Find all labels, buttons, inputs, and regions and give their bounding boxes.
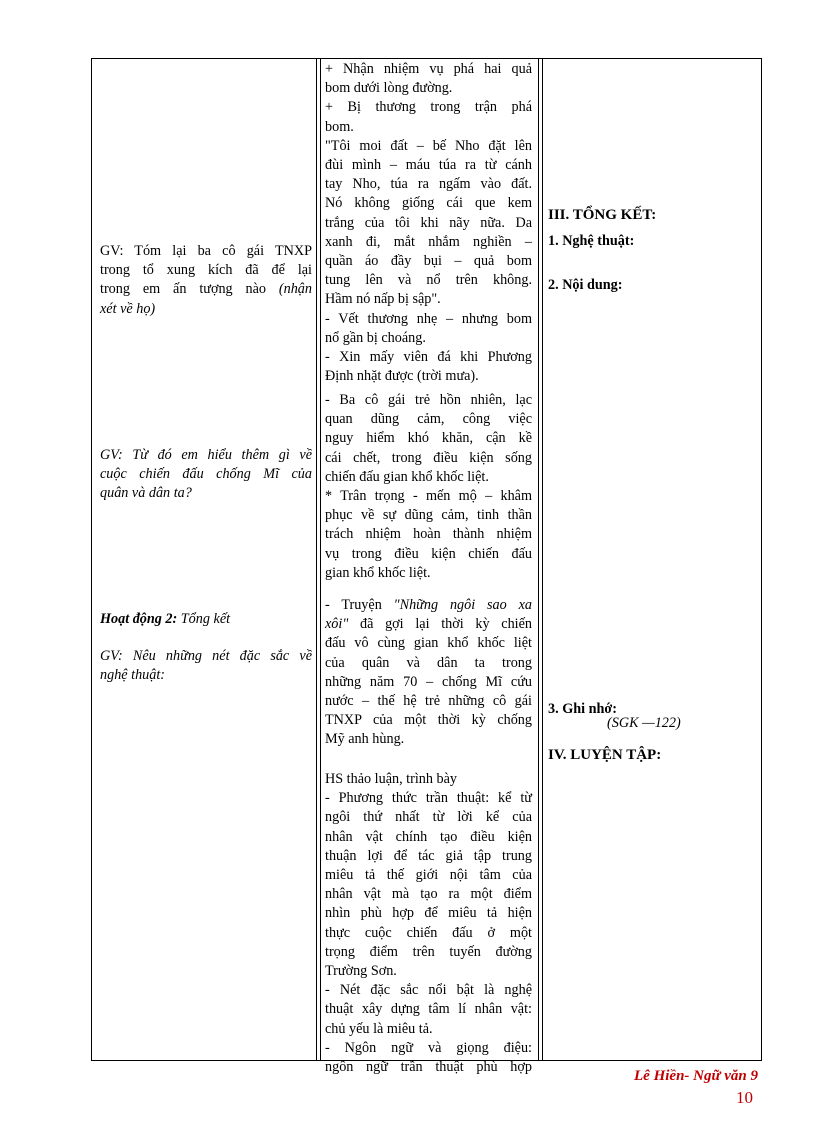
item-content: 2. Nội dung:: [548, 277, 623, 293]
page-number: 10: [736, 1088, 753, 1107]
student-answer-block-1: + Nhận nhiệm vụ phá hai quả bom dưới lòng đường. + Bị thương trong trận phá bom. "Tôi moi đất – bế Nho đặt lên đùi mình – máu túa ra từ cánh tay Nho, túa ra ngấm vào đất. Nó không giống cái que kem trắng của tôi khi nãy nữa. Da xanh đi, mắt nhắm nghiền – quần áo đầy bụi – quả bom tung lên và nổ trên không. Hầm nó nấp bị sập". - Vết thương nhẹ – nhưng bom nổ gần bị choáng. - Xin mấy viên đá khi Phương Định nhặt được (trời mưa).: [325, 61, 532, 385]
column-divider: [542, 59, 543, 1060]
teacher-question-3: GV: Nêu những nét đặc sắc về nghệ thuật:: [100, 648, 312, 684]
footer-author: Lê Hiền- Ngữ văn 9: [634, 1068, 758, 1084]
teacher-question-1: GV: Tóm lại ba cô gái TNXP trong tổ xung kích đã để lại trong em ấn tượng nào (nhận xét về họ): [100, 243, 312, 317]
section-3-title: III. TỔNG KẾT:: [548, 207, 657, 223]
column-divider: [316, 59, 317, 1060]
column-divider: [538, 59, 539, 1060]
item-remember: 3. Ghi nhớ:: [548, 701, 617, 717]
student-answer-block-4: HS thảo luận, trình bày - Phương thức trần thuật: kể từ ngôi thứ nhất từ lời kể của nhân vật chính tạo điều kiện thuận lợi để tác giả tập trung miêu tả thế giới nội tâm của nhân vật mà tạo ra một điểm nhìn phù hợp để miêu tả hiện thực cuộc chiến đấu ở một trọng điểm trên tuyến đường Trường Sơn. - Nét đặc sắc nổi bật là nghệ thuật xây dựng tâm lí nhân vật: chủ yếu là miêu tả. - Ngôn ngữ và giọng điệu: ngôn ngữ trần thuật phù hợp: [325, 771, 532, 1076]
student-answer-block-2: - Ba cô gái trẻ hồn nhiên, lạc quan dũng cảm, công việc nguy hiểm khó khăn, cận kề cái chết, trong điều kiện sống chiến đấu gian khổ khốc liệt. * Trân trọng - mến mộ – khâm phục về sự dũng cảm, tinh thần trách nhiệm hoàn thành nhiệm vụ trong điều kiện chiến đấu gian khổ khốc liệt.: [325, 392, 532, 581]
item-art: 1. Nghệ thuật:: [548, 233, 635, 249]
activity-2-heading: Hoạt động 2: Tổng kết: [100, 611, 231, 627]
teacher-question-2: GV: Từ đó em hiểu thêm gì về cuộc chiến đấu chống Mĩ của quân và dân ta?: [100, 447, 312, 502]
textbook-reference: (SGK —122): [607, 715, 681, 731]
column-divider: [320, 59, 321, 1060]
student-answer-block-3: - Truyện "Những ngôi sao xa xôi" đã gợi lại thời kỳ chiến đấu vô cùng gian khổ khốc liệt của quân và dân ta trong những năm 70 – chống Mĩ cứu nước – thế hệ trẻ những cô gái TNXP của một thời kỳ chống Mỹ anh hùng.: [325, 597, 532, 748]
section-4-title: IV. LUYỆN TẬP:: [548, 747, 662, 763]
